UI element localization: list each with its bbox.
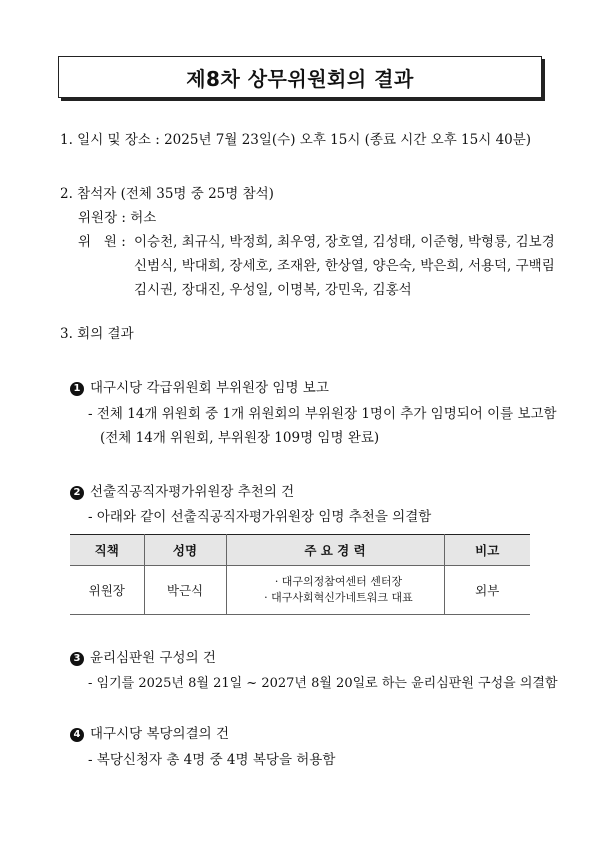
section2-heading: 2. 참석자 (전체 35명 중 25명 참석): [60, 186, 274, 202]
cell-name: 박근식: [144, 566, 226, 615]
header-note: 비고: [444, 535, 530, 566]
section1-date-place: 1. 일시 및 장소 : 2025년 7월 23일(수) 오후 15시 (종료 시간 오후 15시 40분): [60, 132, 532, 148]
agenda-item-2: [70, 480, 294, 500]
cell-career: [226, 566, 444, 615]
circled-number-2-icon: 2: [70, 486, 84, 500]
title-box: [58, 56, 542, 98]
header-position: 직책: [70, 535, 144, 566]
members-line-1: 이승천, 최규식, 박정희, 최우영, 장호열, 김성태, 이준형, 박형룡, 김보경: [134, 234, 555, 250]
table-row: [70, 566, 530, 615]
agenda-item-1-title: 대구시당 각급위원회 부위원장 임명 보고: [90, 380, 329, 396]
agenda-item-4-detail-1: - 복당신청자 총 4명 중 4명 복당을 허용함: [88, 752, 336, 768]
agenda-item-1-detail-1: - 전체 14개 위원회 중 1개 위원회의 부위원장 1명이 추가 임명되어 이를 보고함: [88, 406, 557, 422]
agenda-item-4-title: 대구시당 복당의결의 건: [90, 726, 229, 742]
cell-position: 위원장: [70, 566, 144, 615]
circled-number-4-icon: 4: [70, 728, 84, 742]
members-label: 위 원 :: [78, 234, 126, 250]
career-item-2: · 대구사회혁신가네트워크 대표: [264, 591, 413, 604]
circled-number-1-icon: 1: [70, 382, 84, 396]
agenda-item-3: [70, 646, 216, 666]
agenda-item-1-detail-2: (전체 14개 위원회, 부위원장 109명 임명 완료): [100, 430, 380, 446]
appointment-table: [70, 534, 530, 615]
header-career: 주 요 경 력: [226, 535, 444, 566]
agenda-item-4: [70, 722, 229, 742]
header-name: 성명: [144, 535, 226, 566]
circled-number-3-icon: 3: [70, 652, 84, 666]
table-header-row: [70, 535, 530, 566]
section3-heading: 3. 회의 결과: [60, 326, 134, 342]
agenda-item-2-detail-1: - 아래와 같이 선출직공직자평가위원장 임명 추천을 의결함: [88, 509, 432, 525]
chair-line: 위원장 : 허소: [78, 210, 157, 226]
cell-note: 외부: [444, 566, 530, 615]
agenda-item-3-detail-1: - 임기를 2025년 8월 21일 ~ 2027년 8월 20일로 하는 윤리심판원 구성을 의결함: [88, 676, 558, 691]
agenda-item-1: [70, 376, 329, 396]
agenda-item-2-title: 선출직공직자평가위원장 추천의 건: [90, 484, 295, 500]
page-title: 제8차 상무위원회의 결과: [186, 66, 414, 91]
members-line-2: 신범식, 박대희, 장세호, 조재완, 한상열, 양은숙, 박은희, 서용덕, 구백림: [134, 258, 555, 274]
career-item-1: · 대구의정참여센터 센터장: [274, 575, 403, 588]
members-line-3: 김시권, 장대진, 우성일, 이명복, 강민욱, 김홍석: [134, 282, 412, 298]
agenda-item-3-title: 윤리심판원 구성의 건: [90, 650, 216, 666]
